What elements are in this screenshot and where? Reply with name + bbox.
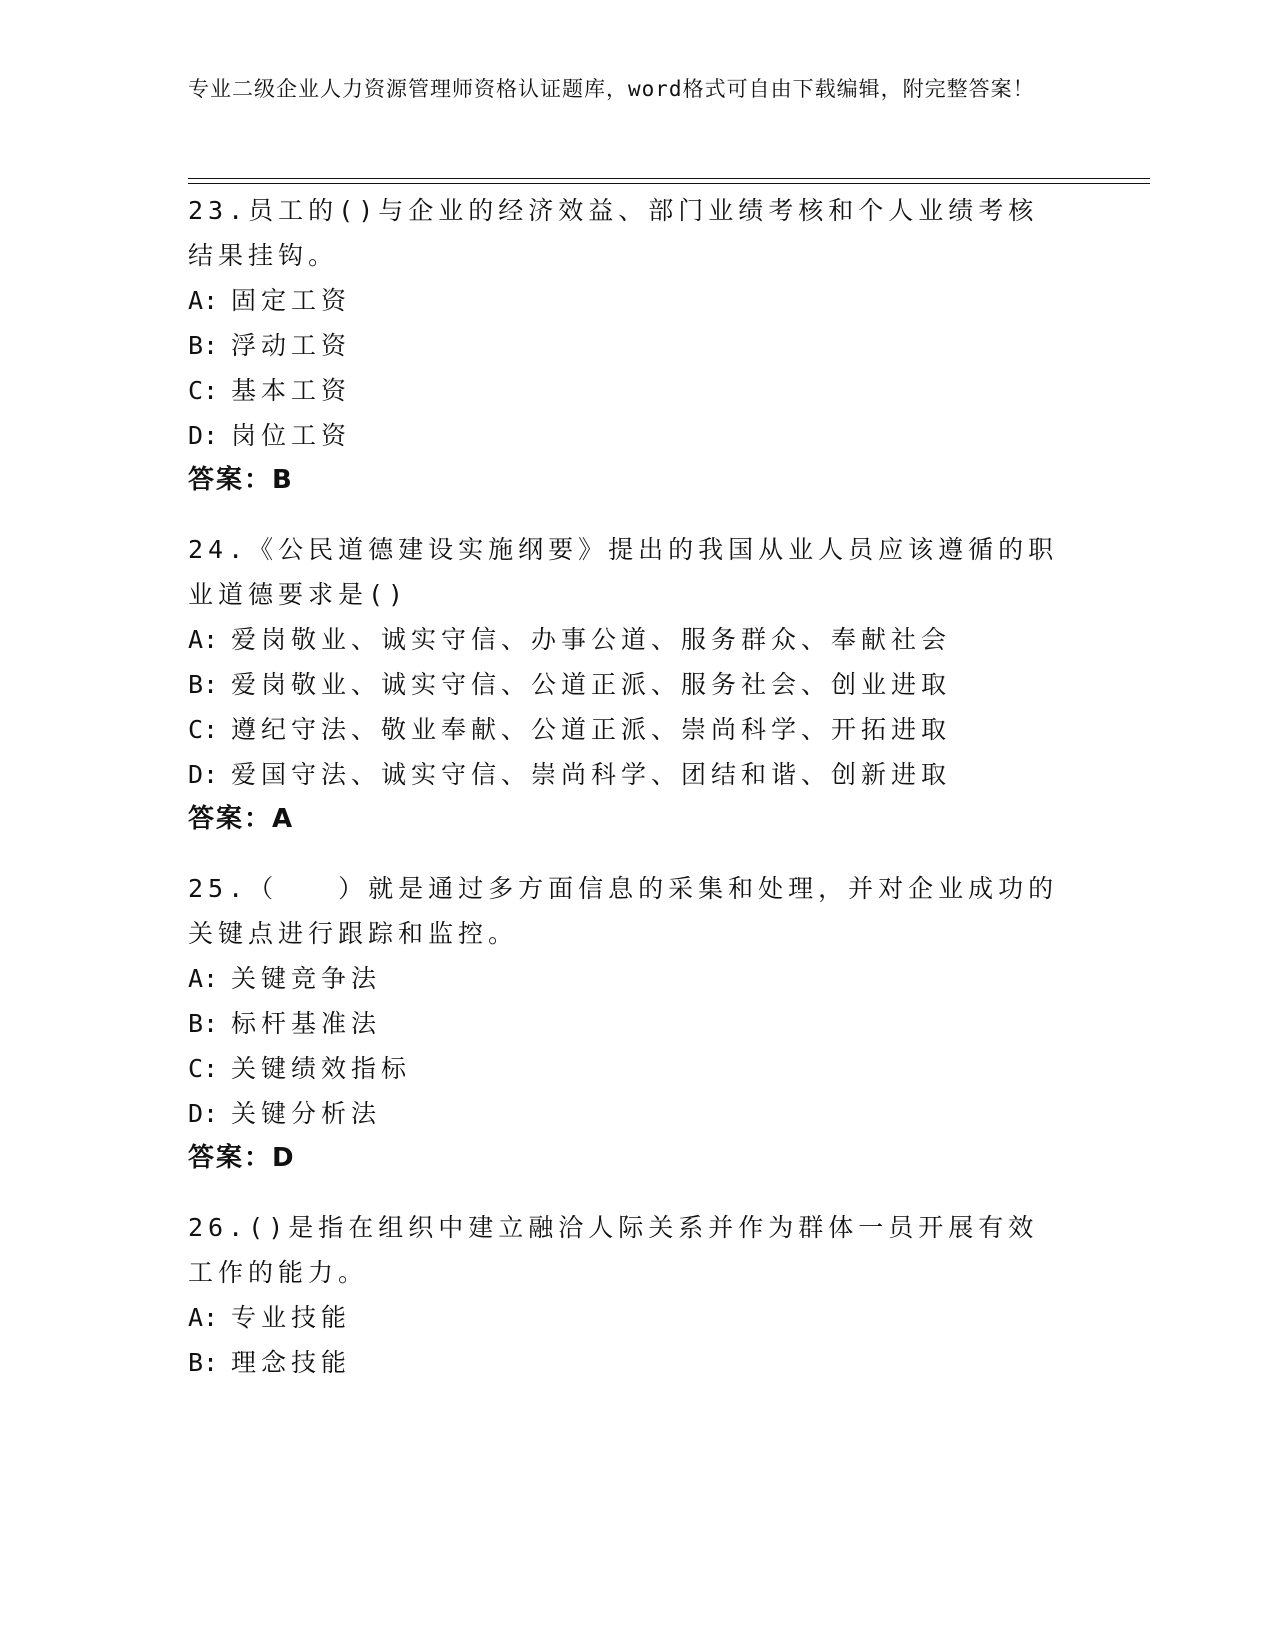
option-letter: B:: [188, 331, 219, 360]
question-26: [188, 1205, 1088, 1385]
option-a: [188, 956, 1088, 1001]
option-letter: A:: [188, 1303, 219, 1332]
option-text: 遵纪守法、敬业奉献、公道正派、崇尚科学、开拓进取: [231, 715, 952, 744]
option-d: [188, 413, 1088, 458]
question-23: [188, 188, 1088, 503]
option-c: [188, 1046, 1088, 1091]
option-letter: D:: [188, 421, 219, 450]
option-text: 关键分析法: [231, 1099, 382, 1128]
option-b: [188, 1001, 1088, 1046]
option-letter: B:: [188, 1348, 219, 1377]
answer-line: 答案：B: [188, 465, 294, 495]
option-letter: A:: [188, 286, 219, 315]
answer-line: 答案：A: [188, 804, 295, 834]
option-text: 浮动工资: [231, 331, 352, 360]
option-letter: B:: [188, 670, 219, 699]
option-text: 爱岗敬业、诚实守信、公道正派、服务社会、创业进取: [231, 670, 952, 699]
question-stem: 23.员工的()与企业的经济效益、部门业绩考核和个人业绩考核结果挂钩。: [188, 196, 1039, 270]
option-c: [188, 368, 1088, 413]
option-letter: C:: [188, 376, 219, 405]
option-letter: A:: [188, 964, 219, 993]
header-rule-top: [188, 178, 1150, 179]
option-text: 固定工资: [231, 286, 352, 315]
option-letter: B:: [188, 1009, 219, 1038]
option-a: [188, 1295, 1088, 1340]
option-text: 关键竞争法: [231, 964, 382, 993]
question-stem: 24.《公民道德建设实施纲要》提出的我国从业人员应该遵循的职业道德要求是(): [188, 535, 1059, 609]
question-stem: 26.()是指在组织中建立融洽人际关系并作为群体一员开展有效工作的能力。: [188, 1213, 1039, 1287]
option-letter: A:: [188, 625, 219, 654]
question-list: [188, 188, 1088, 1409]
option-a: [188, 617, 1088, 662]
option-text: 岗位工资: [231, 421, 352, 450]
option-d: [188, 1091, 1088, 1136]
question-25: [188, 866, 1088, 1181]
option-c: [188, 707, 1088, 752]
option-letter: C:: [188, 715, 219, 744]
option-letter: D:: [188, 1099, 219, 1128]
document-header: 专业二级企业人力资源管理师资格认证题库，word格式可自由下载编辑，附完整答案！: [188, 77, 1035, 101]
option-text: 专业技能: [231, 1303, 352, 1332]
question-24: [188, 527, 1088, 842]
option-b: [188, 323, 1088, 368]
option-a: [188, 278, 1088, 323]
option-text: 爱岗敬业、诚实守信、办事公道、服务群众、奉献社会: [231, 625, 952, 654]
option-text: 理念技能: [231, 1348, 352, 1377]
option-text: 标杆基准法: [231, 1009, 382, 1038]
question-stem: 25.（ ）就是通过多方面信息的采集和处理，并对企业成功的关键点进行跟踪和监控。: [188, 874, 1059, 948]
option-text: 关键绩效指标: [231, 1054, 412, 1083]
option-letter: C:: [188, 1054, 219, 1083]
option-text: 基本工资: [231, 376, 352, 405]
option-d: [188, 752, 1088, 797]
option-b: [188, 662, 1088, 707]
option-text: 爱国守法、诚实守信、崇尚科学、团结和谐、创新进取: [231, 760, 952, 789]
header-rule-bottom: [188, 183, 1150, 184]
answer-line: 答案：D: [188, 1143, 296, 1173]
option-b: [188, 1340, 1088, 1385]
option-letter: D:: [188, 760, 219, 789]
